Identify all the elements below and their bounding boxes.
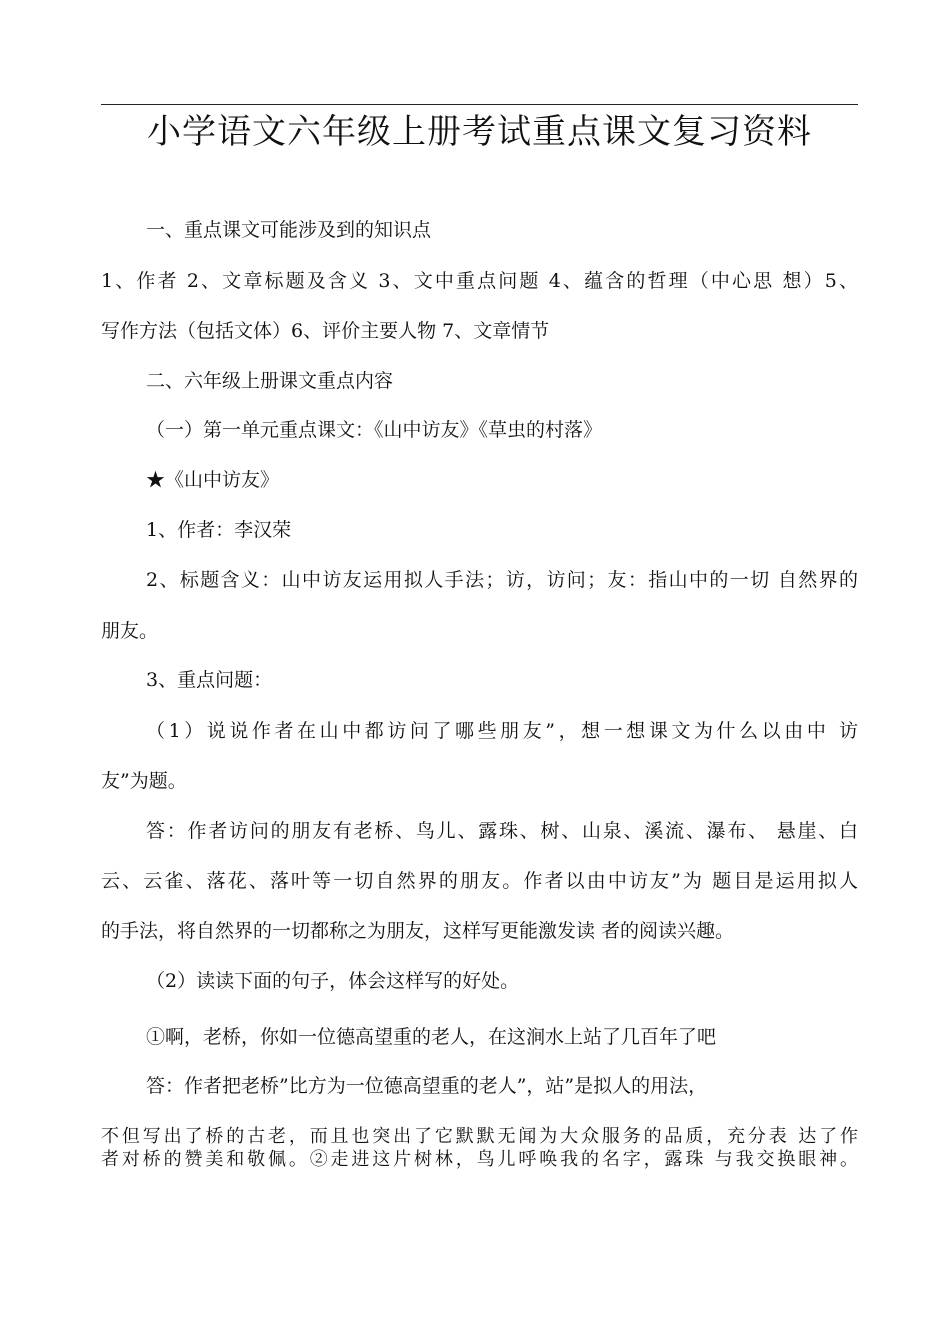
answer-line: 答：作者把老桥”比方为一位德高望重的老人”，站”是拟人的用法， <box>146 1075 708 1097</box>
header-rule <box>101 104 858 105</box>
section-heading-2: 二、六年级上册课文重点内容 <box>146 370 394 392</box>
question-line: 友”为题。 <box>101 770 187 792</box>
paragraph-line: 2、标题含义：山中访友运用拟人手法；访，访问；友：指山中的一切 自然界的 <box>146 569 858 591</box>
question-line: （1）说说作者在山中都访问了哪些朋友”，想一想课文为什么以由中 访 <box>146 720 858 742</box>
answer-line: 云、云雀、落花、落叶等一切自然界的朋友。作者以由中访友”为 题目是运用拟人 <box>101 870 858 892</box>
paragraph-line: 写作方法（包括文体）6、评价主要人物 7、文章情节 <box>101 320 550 342</box>
author-line: 1、作者：李汉荣 <box>146 519 292 541</box>
answer-line: 者对桥的赞美和敬佩。②走进这片树林，鸟儿呼唤我的名字，露珠 与我交换眼神。 <box>101 1149 858 1170</box>
answer-line: 的手法，将自然界的一切都称之为朋友，这样写更能激发读 者的阅读兴趣。 <box>101 920 735 942</box>
paragraph-line: 朋友。 <box>101 620 159 642</box>
section-heading-1: 一、重点课文可能涉及到的知识点 <box>146 219 432 241</box>
paragraph-line: 1、作者 2、文章标题及含义 3、文中重点问题 4、蕴含的哲理（中心思 想）5、 <box>101 270 858 292</box>
quote-line: ①啊，老桥，你如一位德高望重的老人，在这涧水上站了几百年了吧 <box>146 1026 717 1048</box>
answer-line: 不但写出了桥的古老，而且也突出了它默默无闻为大众服务的品质，充分表 达了作 <box>101 1126 858 1147</box>
answer-line: 答：作者访问的朋友有老桥、鸟儿、露珠、树、山泉、溪流、瀑布、 悬崖、白 <box>146 820 858 842</box>
question-heading: 3、重点问题： <box>146 669 273 691</box>
document-title: 小学语文六年级上册考试重点课文复习资料 <box>147 112 812 152</box>
subsection-heading: （一）第一单元重点课文：《山中访友》《草虫的村落》 <box>146 419 603 441</box>
question-line: （2）读读下面的句子，体会这样写的好处。 <box>146 970 520 992</box>
lesson-heading: ★《山中访友》 <box>146 469 280 491</box>
